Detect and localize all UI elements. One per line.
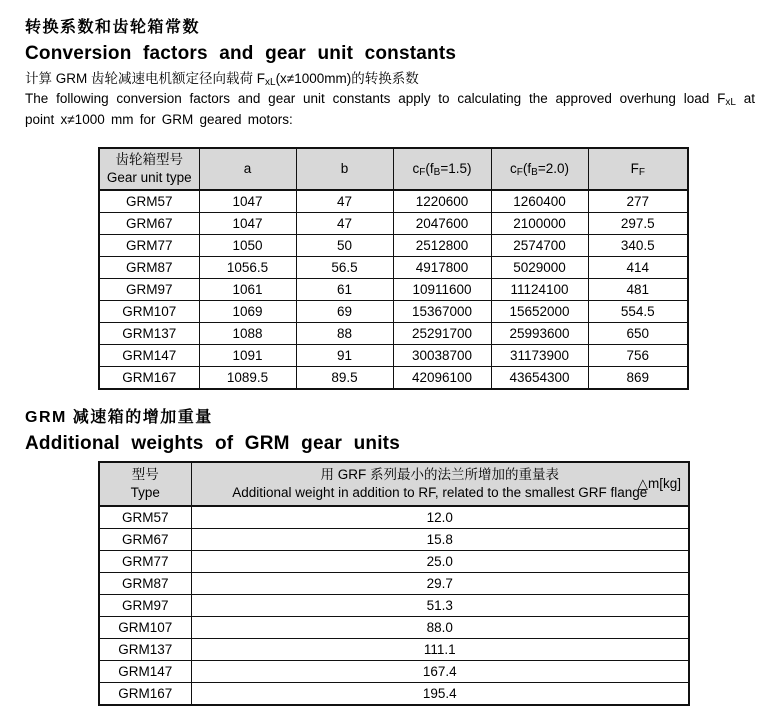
section1-desc-en-line1: The following conversion factors and gear unit constants apply to calculating the approved overhung load $F_{xL}$ at bbox=[25, 91, 755, 108]
table-cell: 4917800 bbox=[393, 257, 491, 279]
table-cell: 1260400 bbox=[491, 190, 588, 213]
conversion-factors-table bbox=[98, 147, 689, 390]
section2-title-zh: GRM 减速箱的增加重量 bbox=[25, 409, 213, 426]
th-gear-unit-type-zh: 齿轮箱型号 bbox=[115, 152, 183, 167]
table-cell: 1047 bbox=[199, 190, 296, 213]
table-cell: 2047600 bbox=[393, 213, 491, 235]
section2-title-en: Additional weights of GRM gear units bbox=[25, 433, 400, 454]
th-b: b bbox=[296, 148, 393, 190]
table-cell: 10911600 bbox=[393, 279, 491, 301]
table-row bbox=[99, 235, 688, 257]
table-cell: GRM137 bbox=[99, 323, 199, 345]
table-row bbox=[99, 683, 689, 706]
header-row bbox=[99, 148, 688, 190]
table-cell: 25993600 bbox=[491, 323, 588, 345]
th-a: a bbox=[199, 148, 296, 190]
table-cell: GRM77 bbox=[99, 551, 191, 573]
table-cell: 1089.5 bbox=[199, 367, 296, 390]
table-cell: 12.0 bbox=[191, 506, 689, 529]
table-cell: 25.0 bbox=[191, 551, 689, 573]
table-cell: 167.4 bbox=[191, 661, 689, 683]
th-type-en: Type bbox=[130, 485, 160, 500]
th-gear-unit-type-en: Gear unit type bbox=[106, 170, 192, 185]
table-cell: 5029000 bbox=[491, 257, 588, 279]
table-cell: 277 bbox=[588, 190, 688, 213]
table-cell: GRM57 bbox=[99, 506, 191, 529]
section1-desc-en-line2: point x≠1000 mm for GRM geared motors: bbox=[25, 111, 293, 127]
table-cell: 650 bbox=[588, 323, 688, 345]
table-cell: GRM167 bbox=[99, 367, 199, 390]
table-row bbox=[99, 345, 688, 367]
table-cell: 42096100 bbox=[393, 367, 491, 390]
table-cell: 2512800 bbox=[393, 235, 491, 257]
table-cell: 2574700 bbox=[491, 235, 588, 257]
table-cell: 43654300 bbox=[491, 367, 588, 390]
table-cell: 1220600 bbox=[393, 190, 491, 213]
th-type bbox=[99, 462, 191, 506]
table-cell: 25291700 bbox=[393, 323, 491, 345]
table-cell: 340.5 bbox=[588, 235, 688, 257]
table-cell: 554.5 bbox=[588, 301, 688, 323]
table-row bbox=[99, 595, 689, 617]
table-row bbox=[99, 190, 688, 213]
table-cell: 69 bbox=[296, 301, 393, 323]
th-additional-weight-zh: 用 GRF 系列最小的法兰所增加的重量表 bbox=[320, 467, 559, 482]
table-header bbox=[99, 148, 688, 190]
table-row bbox=[99, 639, 689, 661]
table-cell: GRM107 bbox=[99, 617, 191, 639]
table-cell: 29.7 bbox=[191, 573, 689, 595]
table-cell: GRM137 bbox=[99, 639, 191, 661]
table-cell: GRM107 bbox=[99, 301, 199, 323]
table-row bbox=[99, 257, 688, 279]
table-cell: 31173900 bbox=[491, 345, 588, 367]
table-cell: 56.5 bbox=[296, 257, 393, 279]
table-cell: 1047 bbox=[199, 213, 296, 235]
th-cf-fb20: $c_F(f_B=2.0)$ bbox=[491, 148, 588, 190]
section1-title-en: Conversion factors and gear unit constants bbox=[25, 43, 457, 64]
table-body bbox=[99, 506, 689, 705]
table-row bbox=[99, 617, 689, 639]
table-cell: 30038700 bbox=[393, 345, 491, 367]
th-type-zh: 型号 bbox=[131, 467, 159, 482]
table-cell: 414 bbox=[588, 257, 688, 279]
table-cell: GRM147 bbox=[99, 345, 199, 367]
header-row bbox=[99, 462, 689, 506]
table-cell: 1069 bbox=[199, 301, 296, 323]
table-cell: 61 bbox=[296, 279, 393, 301]
table-row bbox=[99, 367, 688, 390]
th-gear-unit-type bbox=[99, 148, 199, 190]
table-cell: 51.3 bbox=[191, 595, 689, 617]
table-cell: 297.5 bbox=[588, 213, 688, 235]
delta-m-unit-label: △m[kg] bbox=[637, 476, 681, 491]
table-cell: 89.5 bbox=[296, 367, 393, 390]
table-header bbox=[99, 462, 689, 506]
table-cell: GRM77 bbox=[99, 235, 199, 257]
table-cell: GRM97 bbox=[99, 595, 191, 617]
table-cell: GRM97 bbox=[99, 279, 199, 301]
th-ff: $F_F$ bbox=[588, 148, 688, 190]
table-cell: 1061 bbox=[199, 279, 296, 301]
table-row bbox=[99, 661, 689, 683]
table-cell: 1091 bbox=[199, 345, 296, 367]
table-cell: 481 bbox=[588, 279, 688, 301]
th-additional-weight bbox=[191, 462, 689, 506]
table-cell: 869 bbox=[588, 367, 688, 390]
table-cell: 15652000 bbox=[491, 301, 588, 323]
table-cell: 15.8 bbox=[191, 529, 689, 551]
table-cell: GRM147 bbox=[99, 661, 191, 683]
table-row bbox=[99, 506, 689, 529]
table-row bbox=[99, 301, 688, 323]
table-row bbox=[99, 279, 688, 301]
table-cell: 1056.5 bbox=[199, 257, 296, 279]
table-cell: 88.0 bbox=[191, 617, 689, 639]
table-cell: GRM87 bbox=[99, 257, 199, 279]
table-cell: 15367000 bbox=[393, 301, 491, 323]
th-additional-weight-en: Additional weight in addition to RF, related to the smallest GRF flange bbox=[232, 485, 648, 500]
table-cell: 1088 bbox=[199, 323, 296, 345]
table-cell: 11124100 bbox=[491, 279, 588, 301]
table-cell: GRM67 bbox=[99, 529, 191, 551]
section1-title-zh: 转换系数和齿轮箱常数 bbox=[25, 19, 201, 36]
table-row bbox=[99, 323, 688, 345]
additional-weights-table bbox=[98, 461, 690, 706]
table-cell: 195.4 bbox=[191, 683, 689, 706]
section1-desc-zh: 计算 GRM 齿轮减速电机额定径向载荷 $F_{xL}(x\ne 1000mm)$的转换系数 bbox=[25, 71, 419, 88]
table-cell: 2100000 bbox=[491, 213, 588, 235]
table-row bbox=[99, 529, 689, 551]
table-cell: GRM167 bbox=[99, 683, 191, 706]
table-cell: 47 bbox=[296, 190, 393, 213]
table-cell: 1050 bbox=[199, 235, 296, 257]
table-cell: GRM57 bbox=[99, 190, 199, 213]
table-cell: 91 bbox=[296, 345, 393, 367]
table-row bbox=[99, 213, 688, 235]
table-cell: 50 bbox=[296, 235, 393, 257]
th-cf-fb15: $c_F(f_B=1.5)$ bbox=[393, 148, 491, 190]
table-row bbox=[99, 573, 689, 595]
table-cell: 88 bbox=[296, 323, 393, 345]
table-cell: 111.1 bbox=[191, 639, 689, 661]
table-row bbox=[99, 551, 689, 573]
table-cell: GRM87 bbox=[99, 573, 191, 595]
table-cell: GRM67 bbox=[99, 213, 199, 235]
table-cell: 47 bbox=[296, 213, 393, 235]
table-cell: 756 bbox=[588, 345, 688, 367]
table-body bbox=[99, 190, 688, 389]
